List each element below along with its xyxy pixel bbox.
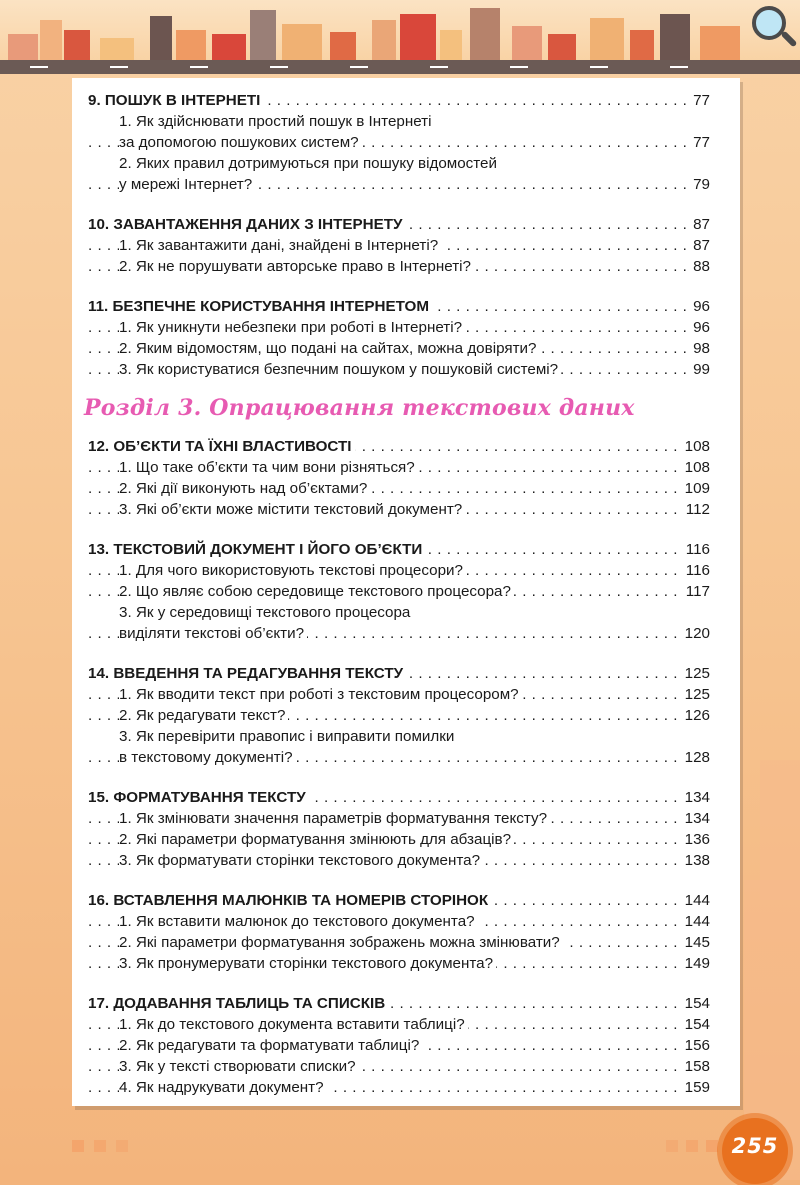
building bbox=[400, 14, 436, 60]
page-ref: 156 bbox=[682, 1035, 710, 1056]
page-ref: 136 bbox=[682, 829, 710, 850]
page-ref: 77 bbox=[690, 132, 710, 153]
toc-entry-row[interactable] bbox=[88, 174, 710, 195]
entry-title: 1. Як уникнути небезпеки при роботі в Інтернеті? bbox=[119, 319, 465, 336]
toc-entry-row[interactable] bbox=[88, 747, 710, 768]
toc-entry-row[interactable] bbox=[88, 560, 710, 581]
entry-title: за допомогою пошукових систем? bbox=[119, 134, 362, 151]
entry-title: 3. Як користуватися безпечним пошуком у пошуковій системі? bbox=[119, 361, 561, 378]
page-ref: 109 bbox=[682, 478, 710, 499]
toc-entry-line: 3. Як у середовищі текстового процесора bbox=[119, 604, 411, 621]
building bbox=[660, 14, 690, 60]
chapter-title: 11. БЕЗПЕЧНЕ КОРИСТУВАННЯ ІНТЕРНЕТОМ bbox=[88, 298, 432, 315]
building bbox=[440, 30, 462, 60]
toc-chapter-row[interactable] bbox=[88, 663, 710, 684]
building bbox=[250, 10, 276, 60]
toc-chapter-row[interactable] bbox=[88, 436, 710, 457]
page-ref: 112 bbox=[683, 499, 710, 520]
entry-title: 3. Як у тексті створювати списки? bbox=[119, 1058, 359, 1075]
entry-title: 1. Як до текстового документа вставити таблиці? bbox=[119, 1016, 468, 1033]
page-ref: 158 bbox=[682, 1056, 710, 1077]
entry-title: 1. Для чого використовують текстові процесори? bbox=[119, 562, 466, 579]
toc-entry-row[interactable] bbox=[88, 1056, 710, 1077]
chapter-title: 12. ОБ’ЄКТИ ТА ЇХНІ ВЛАСТИВОСТІ bbox=[88, 438, 355, 455]
toc-entry-row[interactable] bbox=[88, 1035, 710, 1056]
building bbox=[700, 26, 740, 60]
page-ref: 96 bbox=[690, 296, 710, 317]
page-ref: 125 bbox=[682, 684, 710, 705]
toc-entry-row[interactable] bbox=[88, 623, 710, 644]
toc-group-internet bbox=[88, 90, 710, 380]
building bbox=[8, 34, 38, 60]
toc-entry-row[interactable] bbox=[88, 478, 710, 499]
background-building bbox=[760, 760, 800, 900]
page-ref: 96 bbox=[690, 317, 710, 338]
entry-title: 2. Які параметри форматування змінюють для абзаців? bbox=[119, 831, 514, 848]
road-marking bbox=[590, 66, 608, 68]
page-ref: 149 bbox=[682, 953, 710, 974]
toc-chapter-row[interactable] bbox=[88, 90, 710, 111]
toc-entry-row[interactable] bbox=[88, 235, 710, 256]
road-marking bbox=[510, 66, 528, 68]
toc-spacer bbox=[88, 195, 710, 214]
toc-entry-row[interactable] bbox=[88, 359, 710, 380]
toc-entry-row[interactable] bbox=[88, 829, 710, 850]
toc-entry-row[interactable] bbox=[88, 499, 710, 520]
page-ref: 87 bbox=[690, 235, 710, 256]
toc-card bbox=[72, 78, 740, 1106]
entry-title: 3. Як пронумерувати сторінки текстового документа? bbox=[119, 955, 496, 972]
page-ref: 134 bbox=[682, 808, 710, 829]
road-marking bbox=[110, 66, 128, 68]
building bbox=[630, 30, 654, 60]
toc-entry-line: 3. Як перевірити правопис і виправити помилки bbox=[119, 728, 455, 745]
page-ref: 145 bbox=[682, 932, 710, 953]
toc-entry-row[interactable] bbox=[88, 850, 710, 871]
toc-chapter-row[interactable] bbox=[88, 214, 710, 235]
page-ref: 128 bbox=[682, 747, 710, 768]
building bbox=[176, 30, 206, 60]
toc-entry-row[interactable] bbox=[88, 932, 710, 953]
toc-entry-row[interactable] bbox=[88, 911, 710, 932]
entry-title: 2. Як редагувати та форматувати таблиці? bbox=[119, 1037, 422, 1054]
entry-title: 2. Як редагувати текст? bbox=[119, 707, 288, 724]
page-ref: 138 bbox=[682, 850, 710, 871]
page-ref: 99 bbox=[690, 359, 710, 380]
road-marking bbox=[270, 66, 288, 68]
decor-square bbox=[116, 1140, 128, 1152]
page-ref: 144 bbox=[682, 890, 710, 911]
page-ref: 154 bbox=[682, 1014, 710, 1035]
page-ref: 98 bbox=[690, 338, 710, 359]
entry-title: 2. Як не порушувати авторське право в Інтернеті? bbox=[119, 258, 474, 275]
page-ref: 126 bbox=[682, 705, 710, 726]
toc-chapter-row[interactable] bbox=[88, 890, 710, 911]
page-number: 255 bbox=[731, 1134, 779, 1158]
toc-group-text-data bbox=[88, 436, 710, 1098]
building bbox=[548, 34, 576, 60]
page-ref: 134 bbox=[682, 787, 710, 808]
road-marking bbox=[350, 66, 368, 68]
toc-spacer bbox=[88, 644, 710, 663]
chapter-title: 15. ФОРМАТУВАННЯ ТЕКСТУ bbox=[88, 789, 309, 806]
toc-entry-row[interactable] bbox=[88, 132, 710, 153]
toc-chapter-row[interactable] bbox=[88, 993, 710, 1014]
toc-spacer bbox=[88, 871, 710, 890]
chapter-title: 13. ТЕКСТОВИЙ ДОКУМЕНТ І ЙОГО ОБ’ЄКТИ bbox=[88, 541, 425, 558]
chapter-title: 10. ЗАВАНТАЖЕННЯ ДАНИХ З ІНТЕРНЕТУ bbox=[88, 216, 405, 233]
entry-title: 2. Які дії виконують над об’єктами? bbox=[119, 480, 370, 497]
building bbox=[100, 38, 134, 60]
entry-title: 2. Яким відомостям, що подані на сайтах, можна довіряти? bbox=[119, 340, 539, 357]
toc-entry-row[interactable] bbox=[88, 317, 710, 338]
toc-spacer bbox=[88, 974, 710, 993]
decor-square bbox=[72, 1140, 84, 1152]
building bbox=[590, 18, 624, 60]
toc-entry-row[interactable] bbox=[88, 953, 710, 974]
toc-entry-row[interactable] bbox=[88, 457, 710, 478]
decor-square bbox=[686, 1140, 698, 1152]
header-city-illustration bbox=[0, 0, 800, 74]
toc-chapter-row[interactable] bbox=[88, 296, 710, 317]
building bbox=[372, 20, 396, 60]
page-ref: 108 bbox=[682, 436, 710, 457]
toc-entry-row[interactable] bbox=[88, 1077, 710, 1098]
building bbox=[470, 8, 500, 60]
road-marking bbox=[670, 66, 688, 68]
section-title: Розділ 3. Опрацювання текстових даних bbox=[84, 395, 635, 421]
page-ref: 116 bbox=[683, 539, 710, 560]
entry-title: 2. Що являє собою середовище текстового процесора? bbox=[119, 583, 514, 600]
entry-title: 4. Як надрукувати документ? bbox=[119, 1079, 327, 1096]
page-ref: 77 bbox=[690, 90, 710, 111]
toc-entry-line: 1. Як здійснювати простий пошук в Інтернеті bbox=[119, 113, 432, 130]
building bbox=[282, 24, 322, 60]
road-marking bbox=[30, 66, 48, 68]
entry-title: в текстовому документі? bbox=[119, 749, 296, 766]
chapter-title: 9. ПОШУК В ІНТЕРНЕТІ bbox=[88, 92, 263, 109]
page-ref: 116 bbox=[683, 560, 710, 581]
entry-title: 1. Як змінювати значення параметрів форматування тексту? bbox=[119, 810, 550, 827]
page-ref: 87 bbox=[690, 214, 710, 235]
entry-title: виділяти текстові об’єкти? bbox=[119, 625, 307, 642]
toc-entry-row[interactable] bbox=[88, 338, 710, 359]
road-marking bbox=[190, 66, 208, 68]
chapter-title: 16. ВСТАВЛЕННЯ МАЛЮНКІВ ТА НОМЕРІВ СТОРІНОК bbox=[88, 892, 491, 909]
chapter-title: 17. ДОДАВАННЯ ТАБЛИЦЬ ТА СПИСКІВ bbox=[88, 995, 388, 1012]
building bbox=[330, 32, 356, 60]
toc-chapter-row[interactable] bbox=[88, 539, 710, 560]
toc-entry-row[interactable] bbox=[88, 808, 710, 829]
page-ref: 144 bbox=[682, 911, 710, 932]
toc-entry-line: 2. Яких правил дотримуються при пошуку відомостей bbox=[119, 155, 497, 172]
building bbox=[212, 34, 246, 60]
entry-title: 2. Які параметри форматування зображень можна змінювати? bbox=[119, 934, 563, 951]
page-ref: 117 bbox=[683, 581, 710, 602]
toc-spacer bbox=[88, 277, 710, 296]
toc-spacer bbox=[88, 768, 710, 787]
building bbox=[64, 30, 90, 60]
page-ref: 125 bbox=[682, 663, 710, 684]
entry-title: 1. Як вставити малюнок до текстового документа? bbox=[119, 913, 478, 930]
toc-entry-row[interactable] bbox=[88, 705, 710, 726]
table-of-contents bbox=[84, 90, 710, 1098]
building bbox=[40, 20, 62, 60]
decor-square bbox=[94, 1140, 106, 1152]
toc-entry-row[interactable] bbox=[88, 684, 710, 705]
entry-title: 1. Як вводити текст при роботі з текстовим процесором? bbox=[119, 686, 522, 703]
page-ref: 108 bbox=[682, 457, 710, 478]
road-marking bbox=[430, 66, 448, 68]
toc-spacer bbox=[88, 520, 710, 539]
page-ref: 159 bbox=[682, 1077, 710, 1098]
page-ref: 120 bbox=[682, 623, 710, 644]
page-ref: 79 bbox=[690, 174, 710, 195]
entry-title: 3. Як форматувати сторінки текстового документа? bbox=[119, 852, 483, 869]
magnifier-handle bbox=[781, 31, 798, 48]
entry-title: 3. Які об’єкти може містити текстовий документ? bbox=[119, 501, 465, 518]
entry-title: у мережі Інтернет? bbox=[119, 176, 255, 193]
building bbox=[150, 16, 172, 60]
page-ref: 154 bbox=[682, 993, 710, 1014]
page-ref: 88 bbox=[690, 256, 710, 277]
toc-chapter-row[interactable] bbox=[88, 787, 710, 808]
toc-entry-row[interactable] bbox=[88, 581, 710, 602]
toc-entry-row[interactable] bbox=[88, 256, 710, 277]
decor-square bbox=[666, 1140, 678, 1152]
entry-title: 1. Що таке об’єкти та чим вони різняться? bbox=[119, 459, 418, 476]
building bbox=[512, 26, 542, 60]
toc-entry-row[interactable] bbox=[88, 1014, 710, 1035]
chapter-title: 14. ВВЕДЕННЯ ТА РЕДАГУВАННЯ ТЕКСТУ bbox=[88, 665, 406, 682]
decor-square bbox=[706, 1140, 718, 1152]
entry-title: 1. Як завантажити дані, знайдені в Інтернеті? bbox=[119, 237, 441, 254]
